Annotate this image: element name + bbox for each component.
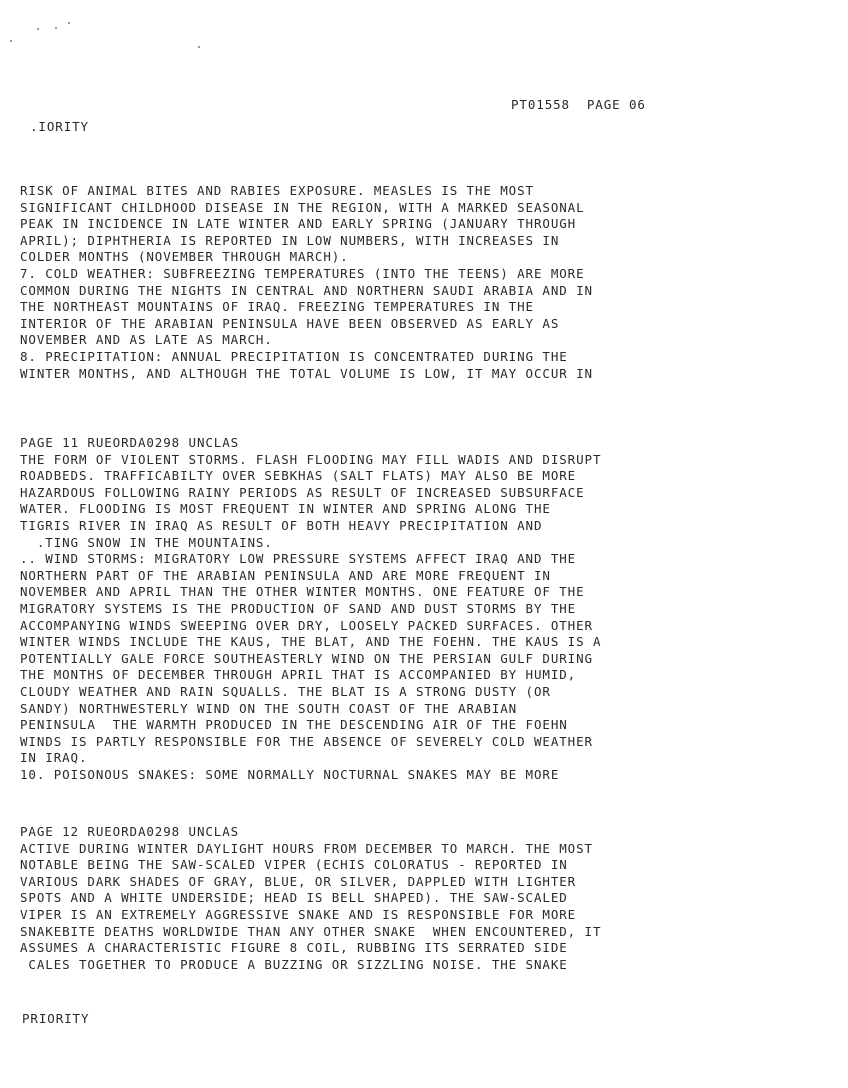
- text-line: .TING SNOW IN THE MOUNTAINS.: [20, 534, 273, 550]
- text-line: VARIOUS DARK SHADES OF GRAY, BLUE, OR SILVER, DAPPLED WITH LIGHTER: [20, 873, 577, 889]
- text-line: 8. PRECIPITATION: ANNUAL PRECIPITATION IS CONCENTRATED DURING THE: [20, 348, 568, 364]
- section-viper: [20, 841, 601, 974]
- text-line: COLDER MONTHS (NOVEMBER THROUGH MARCH).: [20, 249, 349, 265]
- text-line: WATER. FLOODING IS MOST FREQUENT IN WINTER AND SPRING ALONG THE: [20, 501, 551, 517]
- text-line: VIPER IS AN EXTREMELY AGGRESSIVE SNAKE AND IS RESPONSIBLE FOR MORE: [20, 906, 577, 922]
- text-line: SPOTS AND A WHITE UNDERSIDE; HEAD IS BELL SHAPED). THE SAW-SCALED: [20, 890, 568, 906]
- text-line: PENINSULA THE WARMTH PRODUCED IN THE DESCENDING AIR OF THE FOEHN: [20, 717, 568, 733]
- text-line: COMMON DURING THE NIGHTS IN CENTRAL AND NORTHERN SAUDI ARABIA AND IN: [20, 282, 593, 298]
- text-line: NOTABLE BEING THE SAW-SCALED VIPER (ECHIS COLORATUS - REPORTED IN: [20, 857, 568, 873]
- text-line: THE FORM OF VIOLENT STORMS. FLASH FLOODING MAY FILL WADIS AND DISRUPT: [20, 451, 602, 467]
- text-line: SNAKEBITE DEATHS WORLDWIDE THAN ANY OTHER SNAKE WHEN ENCOUNTERED, IT: [20, 923, 602, 939]
- message-id: PT01558: [511, 97, 570, 112]
- text-line: INTERIOR OF THE ARABIAN PENINSULA HAVE BEEN OBSERVED AS EARLY AS: [20, 315, 560, 331]
- text-line: POTENTIALLY GALE FORCE SOUTHEASTERLY WIND ON THE PERSIAN GULF DURING: [20, 650, 593, 666]
- page-header-right: [511, 97, 646, 112]
- text-line: CLOUDY WEATHER AND RAIN SQUALLS. THE BLAT IS A STRONG DUSTY (OR: [20, 683, 551, 699]
- section-health-weather: [20, 183, 593, 382]
- text-line: CALES TOGETHER TO PRODUCE A BUZZING OR SIZZLING NOISE. THE SNAKE: [20, 956, 568, 972]
- section-page-12-header: [20, 824, 239, 841]
- text-line: WINTER WINDS INCLUDE THE KAUS, THE BLAT, AND THE FOEHN. THE KAUS IS A: [20, 634, 602, 650]
- text-line: PEAK IN INCIDENCE IN LATE WINTER AND EARLY SPRING (JANUARY THROUGH: [20, 216, 577, 232]
- text-line: MIGRATORY SYSTEMS IS THE PRODUCTION OF SAND AND DUST STORMS BY THE: [20, 600, 577, 616]
- text-line: IN IRAQ.: [20, 750, 88, 766]
- text-line: TIGRIS RIVER IN IRAQ AS RESULT OF BOTH HEAVY PRECIPITATION AND: [20, 517, 543, 533]
- text-line: NOVEMBER AND AS LATE AS MARCH.: [20, 332, 273, 348]
- text-line: ROADBEDS. TRAFFICABILTY OVER SEBKHAS (SALT FLATS) MAY ALSO BE MORE: [20, 468, 577, 484]
- scan-speck: [55, 27, 57, 29]
- text-line: 7. COLD WEATHER: SUBFREEZING TEMPERATURES (INTO THE TEENS) ARE MORE: [20, 265, 585, 281]
- text-line: WINDS IS PARTLY RESPONSIBLE FOR THE ABSENCE OF SEVERELY COLD WEATHER: [20, 733, 593, 749]
- text-line: NOVEMBER AND APRIL THAN THE OTHER WINTER MONTHS. ONE FEATURE OF THE: [20, 584, 585, 600]
- scan-speck: [198, 46, 200, 48]
- text-line: SANDY) NORTHWESTERLY WIND ON THE SOUTH COAST OF THE ARABIAN: [20, 700, 518, 716]
- text-line: ASSUMES A CHARACTERISTIC FIGURE 8 COIL, RUBBING ITS SERRATED SIDE: [20, 940, 568, 956]
- scan-speck: [37, 28, 39, 30]
- text-line: THE NORTHEAST MOUNTAINS OF IRAQ. FREEZING TEMPERATURES IN THE: [20, 299, 534, 315]
- text-line: APRIL); DIPHTHERIA IS REPORTED IN LOW NUMBERS, WITH INCREASES IN: [20, 232, 560, 248]
- text-line: HAZARDOUS FOLLOWING RAINY PERIODS AS RESULT OF INCREASED SUBSURFACE: [20, 484, 585, 500]
- text-line: SIGNIFICANT CHILDHOOD DISEASE IN THE REGION, WITH A MARKED SEASONAL: [20, 199, 585, 215]
- priority-footer: PRIORITY: [22, 1011, 90, 1026]
- section-page-11-header: [20, 435, 239, 452]
- page-12-header: PAGE 12 RUEORDA0298 UNCLAS: [20, 824, 240, 839]
- text-line: WINTER MONTHS, AND ALTHOUGH THE TOTAL VOLUME IS LOW, IT MAY OCCUR IN: [20, 365, 593, 381]
- text-line: RISK OF ANIMAL BITES AND RABIES EXPOSURE. MEASLES IS THE MOST: [20, 183, 534, 198]
- text-line: .. WIND STORMS: MIGRATORY LOW PRESSURE SYSTEMS AFFECT IRAQ AND THE: [20, 551, 577, 567]
- text-line: NORTHERN PART OF THE ARABIAN PENINSULA AND ARE MORE FREQUENT IN: [20, 567, 551, 583]
- scan-speck: [68, 22, 70, 24]
- text-line: 10. POISONOUS SNAKES: SOME NORMALLY NOCTURNAL SNAKES MAY BE MORE: [20, 766, 560, 782]
- scan-speck: [10, 40, 12, 42]
- page-number: PAGE 06: [586, 97, 646, 112]
- priority-header: .IORITY: [30, 119, 89, 134]
- text-line: THE MONTHS OF DECEMBER THROUGH APRIL THAT IS ACCOMPANIED BY HUMID,: [20, 667, 577, 683]
- text-line: ACTIVE DURING WINTER DAYLIGHT HOURS FROM DECEMBER TO MARCH. THE MOST: [20, 840, 593, 856]
- text-line: ACCOMPANYING WINDS SWEEPING OVER DRY, LOOSELY PACKED SURFACES. OTHER: [20, 617, 593, 633]
- page-11-header: PAGE 11 RUEORDA0298 UNCLAS: [20, 435, 240, 450]
- section-storms-snakes: [20, 452, 601, 784]
